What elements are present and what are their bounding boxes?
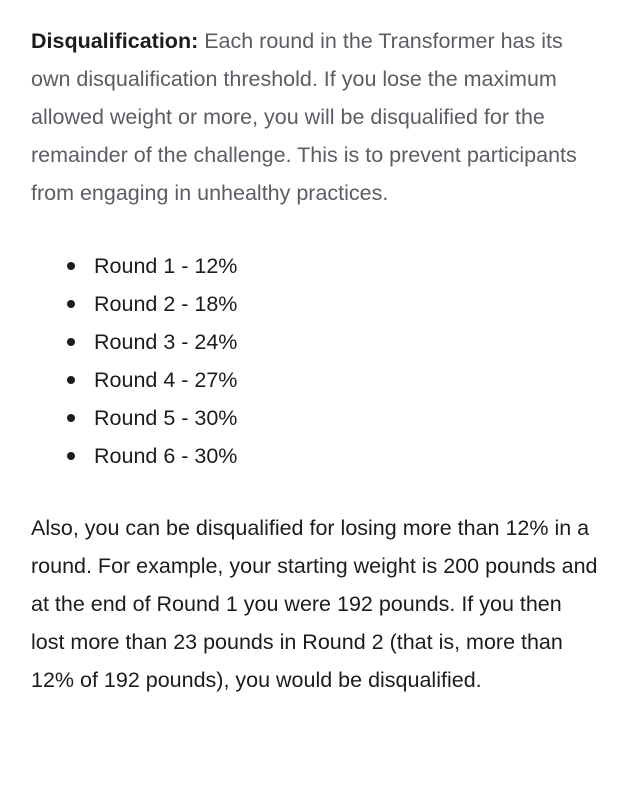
list-item-label: Round 5 - 30% — [94, 406, 238, 430]
list-item-label: Round 4 - 27% — [94, 368, 238, 392]
bullet-icon — [67, 300, 75, 308]
list-item-label: Round 2 - 18% — [94, 292, 238, 316]
list-item — [31, 361, 599, 399]
disqualification-paragraph — [31, 22, 599, 212]
bullet-icon — [67, 262, 75, 270]
bullet-icon — [67, 338, 75, 346]
example-paragraph: Also, you can be disqualified for losing more than 12% in a round. For example, your starting weight is 200 pounds and at the end of Round 1 you were 192 pounds. If you then lost more than 23 pounds in Round 2 (that is, more than 12% of 192 pounds), you would be disqualified. — [31, 516, 598, 692]
list-item-label: Round 3 - 24% — [94, 330, 238, 354]
list-item-label: Round 6 - 30% — [94, 444, 238, 468]
bullet-icon — [67, 376, 75, 384]
round-threshold-list — [31, 247, 599, 475]
list-item — [31, 323, 599, 361]
list-item-label: Round 1 - 12% — [94, 254, 238, 278]
list-item — [31, 285, 599, 323]
disqualification-text: Each round in the Transformer has its own disqualification threshold. If you lose the maximum allowed weight or more, you will be disqualified for the remainder of the challenge. This is to prevent participants from engaging in unhealthy practices. — [31, 29, 577, 205]
list-item — [31, 247, 599, 285]
disqualification-heading: Disqualification: — [31, 29, 199, 53]
list-item — [31, 437, 599, 475]
bullet-icon — [67, 414, 75, 422]
bullet-icon — [67, 452, 75, 460]
list-item — [31, 399, 599, 437]
